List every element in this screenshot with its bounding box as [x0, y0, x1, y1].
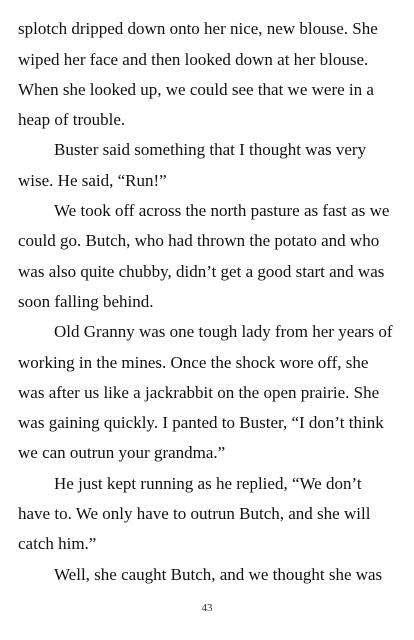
paragraph-first-line: He just kept running as he replied, “We don’t [54, 474, 362, 493]
text-line: wiped her face and then looked down at her blouse. [18, 50, 369, 69]
paragraph-first-line: We took off across the north pasture as fast as we [54, 201, 390, 220]
text-line: When she looked up, we could see that we were in a [18, 80, 374, 99]
paragraph-first-line: Well, she caught Butch, and we thought she was [54, 565, 383, 584]
text-line: working in the mines. Once the shock wore off, she [18, 353, 369, 372]
text-line: could go. Butch, who had thrown the potato and who [18, 231, 380, 250]
text-line: soon falling behind. [18, 292, 154, 311]
paragraph-first-line: Old Granny was one tough lady from her years of [54, 322, 393, 341]
text-line: have to. We only have to outrun Butch, and she will [18, 504, 371, 523]
page-number: 43 [201, 602, 213, 614]
text-line: catch him.” [18, 534, 97, 553]
text-line: wise. He said, “Run!” [18, 171, 167, 190]
paragraph-first-line: Buster said something that I thought was very [54, 140, 367, 159]
text-line: was after us like a jackrabbit on the open prairie. She [18, 383, 380, 402]
text-line: heap of trouble. [18, 110, 126, 129]
text-line: splotch dripped down onto her nice, new blouse. She [18, 19, 378, 38]
text-line: was also quite chubby, didn’t get a good start and was [18, 262, 385, 281]
text-line: we can outrun your grandma.” [18, 443, 226, 462]
text-line: was gaining quickly. I panted to Buster, “I don’t think [18, 413, 384, 432]
